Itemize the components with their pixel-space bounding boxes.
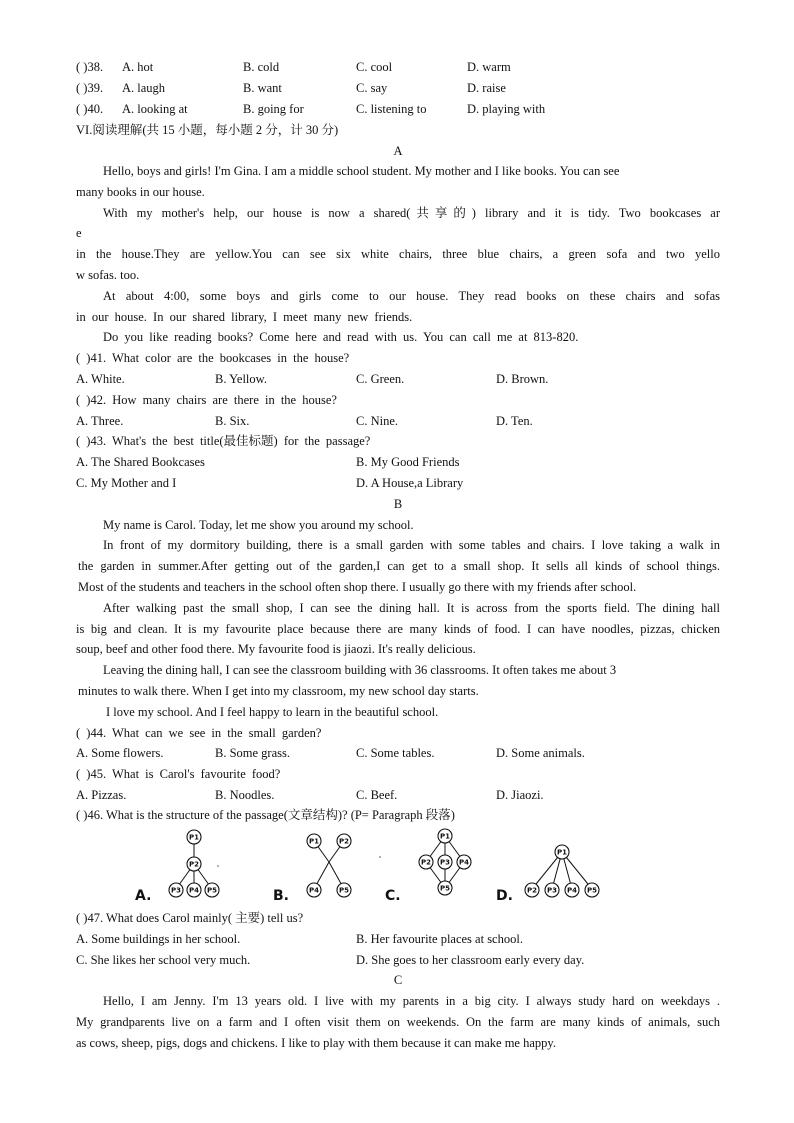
q47-option-d[interactable]: D. She goes to her classroom early every day. <box>356 953 585 967</box>
q39-option-c[interactable]: C. say <box>356 81 388 95</box>
q40-option-a[interactable]: A. looking at <box>122 102 188 116</box>
q39-option-d[interactable]: D. raise <box>467 81 506 95</box>
node-label: P2 <box>338 837 350 846</box>
node-label: P5 <box>586 886 598 895</box>
node-label: P1 <box>556 848 568 857</box>
node-label: P4 <box>188 886 200 895</box>
passage-line: minutes to walk there. When I get into my classroom, my new school day starts. <box>78 684 479 698</box>
node-label: P3 <box>170 886 182 895</box>
node-label: P4 <box>458 858 470 867</box>
q43-option-c[interactable]: C. My Mother and I <box>76 476 177 490</box>
passage-line: Leaving the dining hall, I can see the classroom building with 36 classrooms. It often takes me about 3 <box>103 663 617 677</box>
q38-option-d[interactable]: D. warm <box>467 60 511 74</box>
node-label: P1 <box>439 832 451 841</box>
passage-line: in the house.They are yellow.You can see six white chairs, three blue chairs, a green sofa and two yello <box>76 247 720 261</box>
q44-stem: ( )44. What can we see in the small garden? <box>76 726 322 740</box>
q39-number: ( )39. <box>76 81 104 95</box>
q46-option-a[interactable]: A. <box>135 888 152 904</box>
q40-option-b[interactable]: B. going for <box>243 102 304 116</box>
q45-option-b[interactable]: B. Noodles. <box>215 788 275 802</box>
q38-option-c[interactable]: C. cool <box>356 60 393 74</box>
passage-line: At about 4:00, some boys and girls come to our house. They read books on these chairs and sofas <box>103 289 720 303</box>
node-label: P2 <box>188 860 200 869</box>
passage-b-label: B <box>393 497 403 511</box>
q44-option-d[interactable]: D. Some animals. <box>496 746 585 760</box>
q42-option-b[interactable]: B. Six. <box>215 414 250 428</box>
q43-option-a[interactable]: A. The Shared Bookcases <box>76 455 205 469</box>
passage-line: With my mother's help, our house is now a shared(共享的) library and it is tidy. Two bookcases ar <box>103 206 720 220</box>
q40-number: ( )40. <box>76 102 104 116</box>
q41-option-b[interactable]: B. Yellow. <box>215 372 267 386</box>
q45-stem: ( )45. What is Carol's favourite food? <box>76 767 281 781</box>
passage-line: My grandparents live on a farm and I often visit them on weekends. On the farm are many kinds of animals, such <box>76 1015 720 1029</box>
q40-option-d[interactable]: D. playing with <box>467 102 546 116</box>
node-label: P2 <box>420 858 432 867</box>
q42-stem: ( )42. How many chairs are there in the house? <box>76 393 337 407</box>
q43-option-b[interactable]: B. My Good Friends <box>356 455 460 469</box>
node-label: P1 <box>188 833 200 842</box>
passage-line: My name is Carol. Today, let me show you around my school. <box>103 518 414 532</box>
q38-number: ( )38. <box>76 60 104 74</box>
q38-option-a[interactable]: A. hot <box>122 60 154 74</box>
q47-stem: ( )47. What does Carol mainly( 主要) tell us? <box>76 911 304 925</box>
passage-line: soup, beef and other food there. My favourite food is jiaozi. It's really delicious. <box>76 642 476 656</box>
q43-stem: ( )43. What's the best title(最佳标题) for the passage? <box>76 434 371 448</box>
passage-line: Hello, boys and girls! I'm Gina. I am a middle school student. My mother and I like books. You can see <box>103 164 620 178</box>
q42-option-c[interactable]: C. Nine. <box>356 414 399 428</box>
passage-line: I love my school. And I feel happy to learn in the beautiful school. <box>106 705 439 719</box>
section-heading: VI.阅读理解(共 15 小题，每小题 2 分，计 30 分) <box>76 123 339 137</box>
passage-line: e <box>76 226 82 240</box>
q42-option-a[interactable]: A. Three. <box>76 414 124 428</box>
passage-line: the garden in summer.After getting out of the garden,I can get to a small shop. It sells all kinds of school things. <box>78 559 720 573</box>
q43-option-d[interactable]: D. A House,a Library <box>356 476 464 490</box>
node-label: P5 <box>338 886 350 895</box>
passage-c-label: C <box>393 973 403 987</box>
q39-option-a[interactable]: A. laugh <box>122 81 166 95</box>
q44-option-c[interactable]: C. Some tables. <box>356 746 435 760</box>
q46-stem: ( )46. What is the structure of the passage(文章结构)? (P= Paragraph 段落) <box>76 808 455 822</box>
q44-option-b[interactable]: B. Some grass. <box>215 746 290 760</box>
passage-line: Most of the students and teachers in the school often shop there. I usually go there with my friends after school. <box>78 580 637 594</box>
q47-option-b[interactable]: B. Her favourite places at school. <box>356 932 523 946</box>
q39-option-b[interactable]: B. want <box>243 81 282 95</box>
node-label: P5 <box>439 884 451 893</box>
q42-option-d[interactable]: D. Ten. <box>496 414 533 428</box>
structure-diagrams <box>120 826 620 906</box>
q45-option-c[interactable]: C. Beef. <box>356 788 398 802</box>
q41-option-d[interactable]: D. Brown. <box>496 372 549 386</box>
passage-line: Do you like reading books? Come here and read with us. You can call me at 813-820. <box>103 330 579 344</box>
passage-line: w sofas. too. <box>76 268 140 282</box>
q44-option-a[interactable]: A. Some flowers. <box>76 746 164 760</box>
q40-option-c[interactable]: C. listening to <box>356 102 427 116</box>
node-label: P2 <box>526 886 538 895</box>
q41-stem: ( )41. What color are the bookcases in the house? <box>76 351 350 365</box>
passage-line: Hello, I am Jenny. I'm 13 years old. I live with my parents in a big city. I always study hard on weekdays . <box>103 994 720 1008</box>
q38-option-b[interactable]: B. cold <box>243 60 280 74</box>
q41-option-a[interactable]: A. White. <box>76 372 125 386</box>
passage-line: as cows, sheep, pigs, dogs and chickens. I like to play with them because it can make me happy. <box>76 1036 556 1050</box>
passage-a-label: A <box>393 144 403 158</box>
q47-option-a[interactable]: A. Some buildings in her school. <box>76 932 241 946</box>
passage-line: is big and clean. It is my favourite place because there are many kinds of food. I can have noodles, pizzas, chicken <box>76 622 720 636</box>
q46-option-c[interactable]: C. <box>385 888 401 904</box>
node-label: P5 <box>206 886 218 895</box>
q41-option-c[interactable]: C. Green. <box>356 372 405 386</box>
passage-line: In front of my dormitory building, there is a small garden with some tables and chairs. I love taking a walk in <box>103 538 720 552</box>
q46-option-b[interactable]: B. <box>273 888 289 904</box>
q45-option-d[interactable]: D. Jiaozi. <box>496 788 544 802</box>
node-label: P3 <box>546 886 558 895</box>
passage-line: in our house. In our shared library, I meet many new friends. <box>76 310 413 324</box>
q47-option-c[interactable]: C. She likes her school very much. <box>76 953 251 967</box>
node-label: P4 <box>308 886 320 895</box>
node-label: P4 <box>566 886 578 895</box>
node-label: P1 <box>308 837 320 846</box>
q46-option-d[interactable]: D. <box>496 888 513 904</box>
node-label: P3 <box>439 858 451 867</box>
passage-line: After walking past the small shop, I can see the dining hall. It is across from the sports field. The dining hall <box>103 601 720 615</box>
passage-line: many books in our house. <box>76 185 205 199</box>
q45-option-a[interactable]: A. Pizzas. <box>76 788 127 802</box>
